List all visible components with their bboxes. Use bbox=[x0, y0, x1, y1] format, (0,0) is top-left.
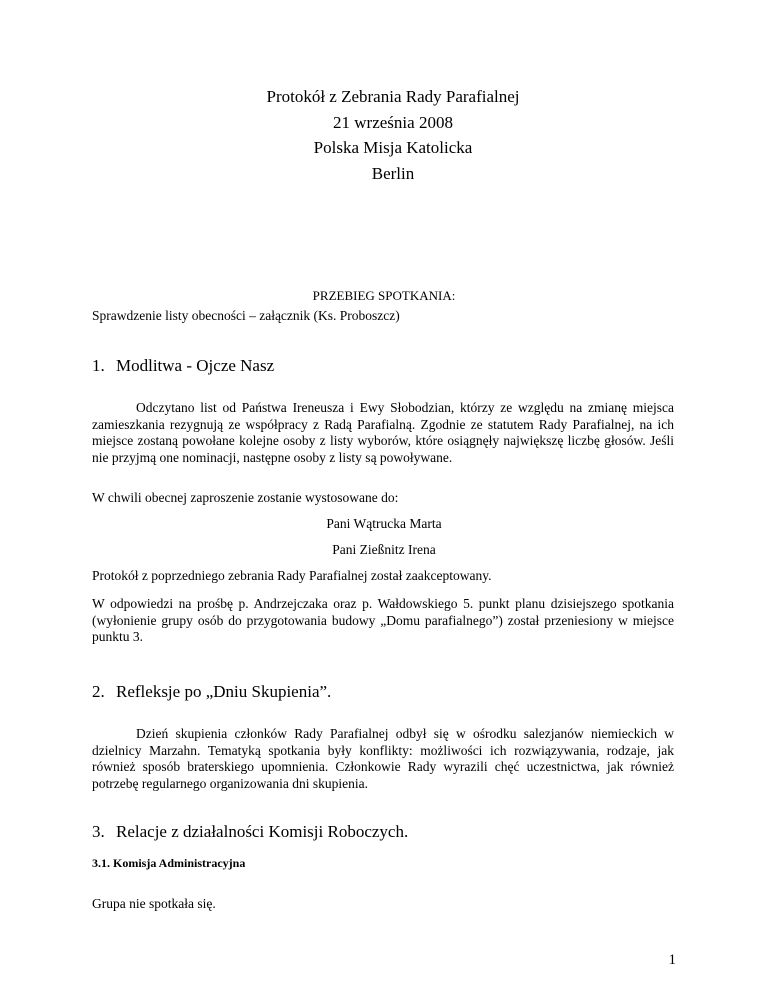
section-1-paragraph-reorder: W odpowiedzi na prośbę p. Andrzejczaka oraz p. Wałdowskiego 5. punkt planu dzisiejszego spotkania (wyłonienie grupy osób do przygotowania budowy „Domu parafialnego”) został przeniesiony w miejsce punktu 3. bbox=[92, 596, 674, 644]
section-1-number: 1. bbox=[92, 356, 105, 375]
section-1-heading bbox=[92, 356, 274, 376]
title-line-city: Berlin bbox=[371, 163, 415, 183]
section-1-paragraph-accepted: Protokół z poprzedniego zebrania Rady Parafialnej został zaakceptowany. bbox=[92, 568, 492, 583]
subsection-3-1-text: Grupa nie spotkała się. bbox=[92, 896, 216, 911]
section-2-title: Refleksje po „Dniu Skupienia”. bbox=[116, 682, 332, 701]
document-title-block bbox=[0, 84, 768, 186]
agenda-heading: PRZEBIEG SPOTKANIA: bbox=[312, 288, 456, 303]
section-3-heading bbox=[92, 822, 408, 842]
invitee-1: Pani Wątrucka Marta bbox=[326, 516, 442, 531]
attendance-line: Sprawdzenie listy obecności – załącznik (Ks. Proboszcz) bbox=[92, 308, 400, 323]
page-number: 1 bbox=[668, 952, 676, 968]
section-2-paragraph: Dzień skupienia członków Rady Parafialnej odbył się w ośrodku salezjanów niemieckich w dzielnicy Marzahn. Tematyką spotkania były konflikty: możliwości ich rozwiązywania, rodzaje, jak również sposób braterskiego upomnienia. Członkowie Rady wyrazili chęć uczestnictwa, jak również potrzebę regularnego organizowania dni skupienia. bbox=[92, 726, 674, 791]
invite-line: W chwili obecnej zaproszenie zostanie wystosowane do: bbox=[92, 490, 399, 505]
section-2-number: 2. bbox=[92, 682, 105, 701]
title-line-date: 21 września 2008 bbox=[333, 112, 453, 132]
title-line-mission: Polska Misja Katolicka bbox=[313, 138, 473, 157]
section-2-heading bbox=[92, 682, 331, 702]
title-line-protocol: Protokół z Zebrania Rady Parafialnej bbox=[266, 87, 520, 106]
section-1-paragraph-letter: Odczytano list od Państwa Ireneusza i Ewy Słobodzian, którzy ze względu na zmianę miejsca zamieszkania rezygnują ze współpracy z Radą Parafialną. Zgodnie ze statutem Rady Parafialnej, na ich miejsce zostaną powołane kolejne osoby z listy wyborów, które osiągnęły największę liczbę głosów. Jeśli nie przyjmą one nominacji, następne osoby z listy są powoływane. bbox=[92, 400, 674, 465]
invitee-2: Pani Zießnitz Irena bbox=[332, 542, 436, 557]
section-1-title: Modlitwa - Ojcze Nasz bbox=[116, 356, 275, 375]
section-3-number: 3. bbox=[92, 822, 105, 841]
subsection-3-1-heading: 3.1. Komisja Administracyjna bbox=[92, 856, 246, 870]
section-3-title: Relacje z działalności Komisji Roboczych. bbox=[116, 822, 409, 841]
